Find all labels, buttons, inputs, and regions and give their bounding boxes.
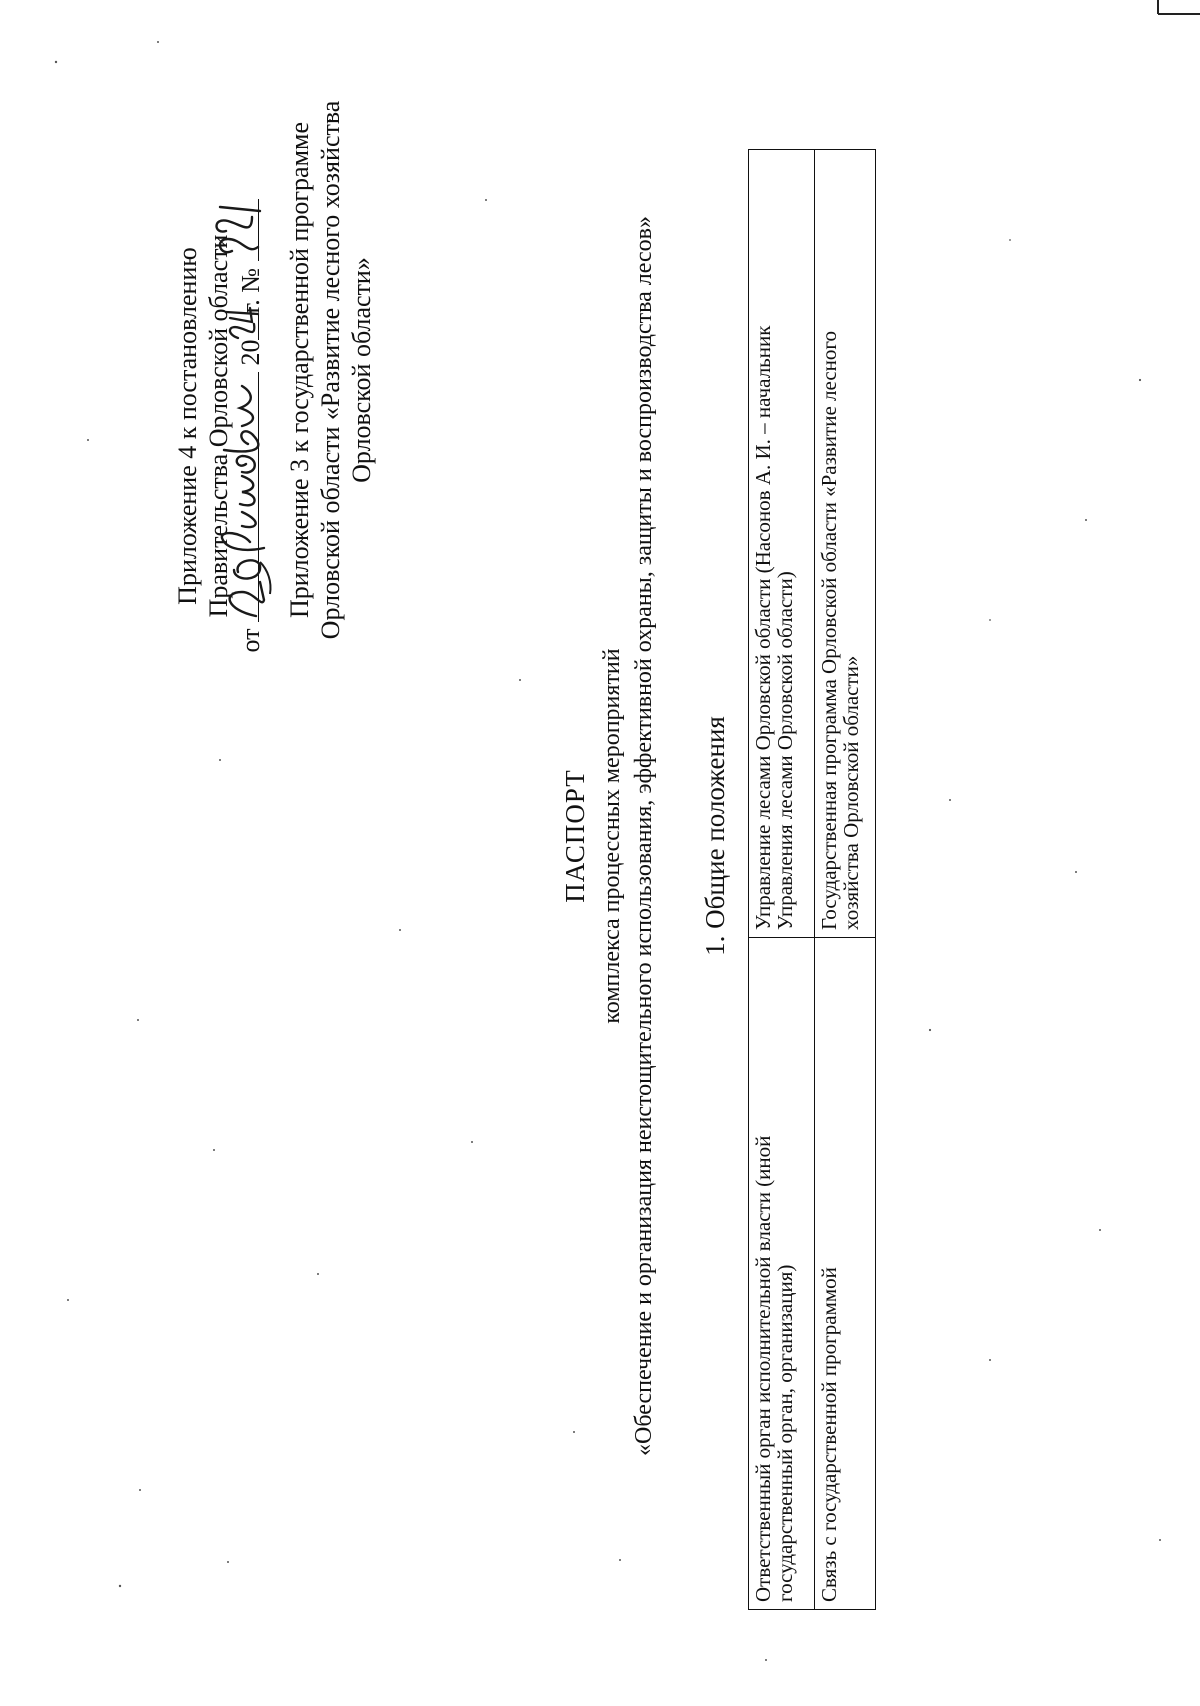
program-appendix-line-2: Орловской области «Развитие лесного хозяйства	[316, 100, 345, 640]
section-heading: 1. Общие положения	[700, 716, 730, 956]
handwritten-date-scribble	[212, 362, 272, 622]
passport-subtitle-line-1: комплекса процессных мероприятий	[599, 648, 625, 1024]
table-cell-label	[815, 938, 876, 1610]
table-row	[749, 150, 815, 1610]
handwritten-year	[234, 314, 259, 340]
cell-text: Управление лесами Орловской области (Насонов А. И. – начальник	[751, 325, 775, 930]
handwritten-number-scribble	[212, 185, 268, 261]
year-prefix: 20	[236, 339, 265, 366]
program-appendix-line-3: Орловской области»	[347, 257, 376, 483]
table-cell-value	[815, 150, 876, 938]
handwritten-year-scribble	[212, 300, 264, 340]
table-cell-label	[749, 938, 815, 1610]
handwritten-number	[234, 199, 259, 261]
from-prefix: от	[236, 628, 265, 653]
approval-block	[172, 146, 266, 706]
general-provisions-table	[748, 149, 876, 1610]
passport-title: ПАСПОРТ	[560, 769, 590, 903]
approval-line-2: Правительства Орловской области	[204, 234, 233, 618]
cell-text: Государственная программа Орловской области «Развитие лесного	[817, 330, 841, 930]
year-suffix: г. №	[236, 267, 265, 314]
table-cell-value	[749, 150, 815, 938]
cell-text: Ответственный орган исполнительной власти (иной	[751, 1135, 775, 1602]
program-appendix-line-1: Приложение 3 к государственной программе	[285, 121, 314, 619]
cell-text: Связь с государственной программой	[817, 1267, 841, 1602]
cell-text: государственный орган, организация)	[773, 1264, 797, 1602]
cell-text: Управления лесами Орловской области)	[773, 571, 797, 930]
program-appendix-block	[284, 40, 377, 700]
cell-text: хозяйства Орловской области»	[839, 655, 863, 930]
handwritten-date	[234, 372, 259, 622]
table-row	[815, 150, 876, 1610]
approval-line-3	[234, 146, 266, 706]
approval-line-1: Приложение 4 к постановлению	[173, 247, 202, 605]
passport-subtitle-line-2: «Обеспечение и организация неистощительного использования, эффективной охраны, защиты и воспроизводства лесов»	[631, 216, 657, 1456]
